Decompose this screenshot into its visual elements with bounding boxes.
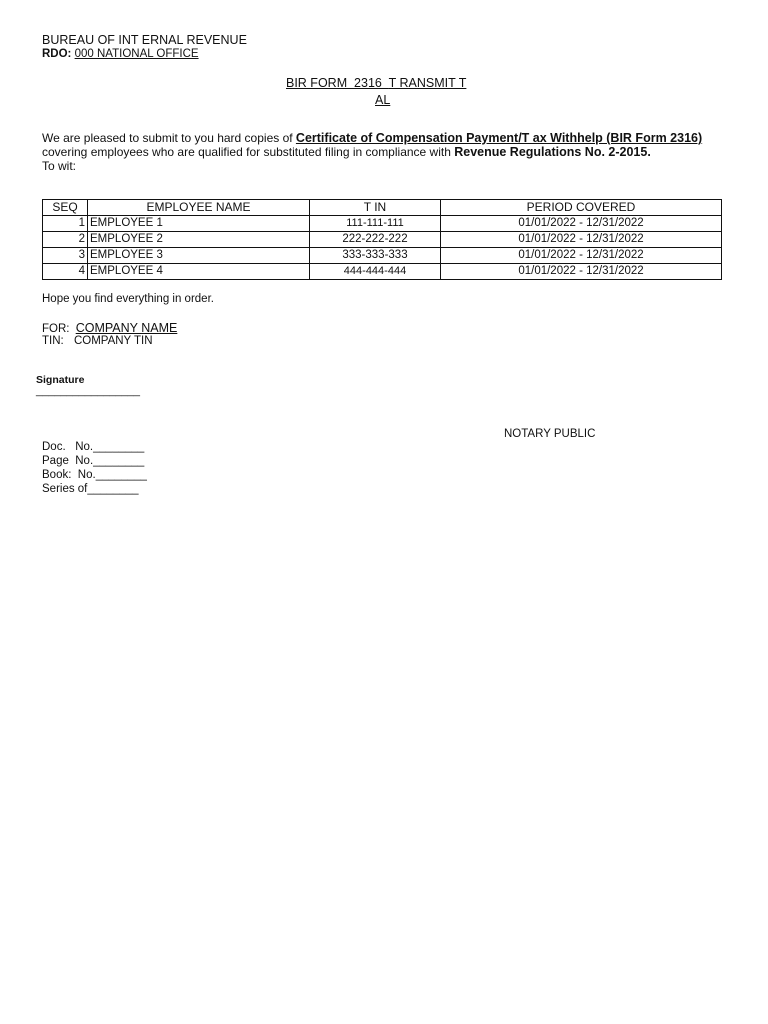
intro-text-3: To wit: [42, 159, 77, 173]
intro-certificate-ref: Certificate of Compensation Payment/T ax Withhelp (BIR Form 2316) [295, 131, 703, 145]
rdo-line [42, 48, 199, 60]
cell-period: 01/01/2022 - 12/31/2022 [441, 216, 722, 232]
doc-number: Doc. No.________ [42, 441, 145, 453]
table-row [43, 216, 722, 232]
page-number: Page No.________ [42, 455, 145, 467]
for-label: FOR: [42, 323, 70, 335]
intro-paragraph [42, 131, 732, 173]
cell-tin: 333-333-333 [310, 248, 441, 264]
cell-seq: 3 [43, 248, 88, 264]
intro-regulation-ref: Revenue Regulations No. 2-2015. [454, 145, 651, 159]
table-row [43, 248, 722, 264]
form-title-part2: T RANSMIT T [388, 76, 467, 90]
company-for-line [42, 321, 177, 335]
company-tin: COMPANY TIN [73, 335, 153, 347]
cell-period: 01/01/2022 - 12/31/2022 [441, 248, 722, 264]
notary-public-label: NOTARY PUBLIC [504, 428, 596, 440]
rdo-value: 000 NATIONAL OFFICE [74, 48, 199, 60]
signature-label: Signature [36, 374, 85, 386]
cell-seq: 2 [43, 232, 88, 248]
series-of: Series of________ [42, 483, 139, 495]
table-row [43, 264, 722, 280]
cell-period: 01/01/2022 - 12/31/2022 [441, 232, 722, 248]
table-header-row [43, 200, 722, 216]
col-header-seq: SEQ [43, 200, 88, 216]
form-title-line2: AL [375, 93, 391, 107]
intro-text-1: We are pleased to submit to you hard copies of [42, 131, 296, 145]
intro-text-2: covering employees who are qualified for substituted filing in compliance with [42, 145, 455, 159]
agency-name: BUREAU OF INT ERNAL REVENUE [42, 33, 247, 47]
cell-period: 01/01/2022 - 12/31/2022 [441, 264, 722, 280]
cell-employee-name: EMPLOYEE 1 [88, 216, 310, 232]
closing-text: Hope you find everything in order. [42, 293, 214, 305]
book-number: Book: No.________ [42, 469, 147, 481]
col-header-period: PERIOD COVERED [441, 200, 722, 216]
cell-tin: 444-444-444 [310, 264, 441, 280]
form-title [286, 76, 466, 90]
employee-table [42, 199, 722, 280]
company-tin-line [42, 335, 153, 347]
cell-seq: 1 [43, 216, 88, 232]
company-name: COMPANY NAME [75, 321, 178, 335]
table-row [43, 232, 722, 248]
cell-employee-name: EMPLOYEE 4 [88, 264, 310, 280]
tin-label: TIN: [42, 335, 64, 347]
rdo-label: RDO: [42, 48, 72, 60]
cell-tin: 222-222-222 [310, 232, 441, 248]
signature-line: _________________ [36, 385, 141, 397]
col-header-tin: T IN [310, 200, 441, 216]
cell-seq: 4 [43, 264, 88, 280]
form-title-part1: BIR FORM 2316 [286, 76, 389, 90]
cell-employee-name: EMPLOYEE 2 [88, 232, 310, 248]
col-header-employee-name: EMPLOYEE NAME [88, 200, 310, 216]
cell-employee-name: EMPLOYEE 3 [88, 248, 310, 264]
cell-tin: 111-111-111 [310, 216, 441, 232]
